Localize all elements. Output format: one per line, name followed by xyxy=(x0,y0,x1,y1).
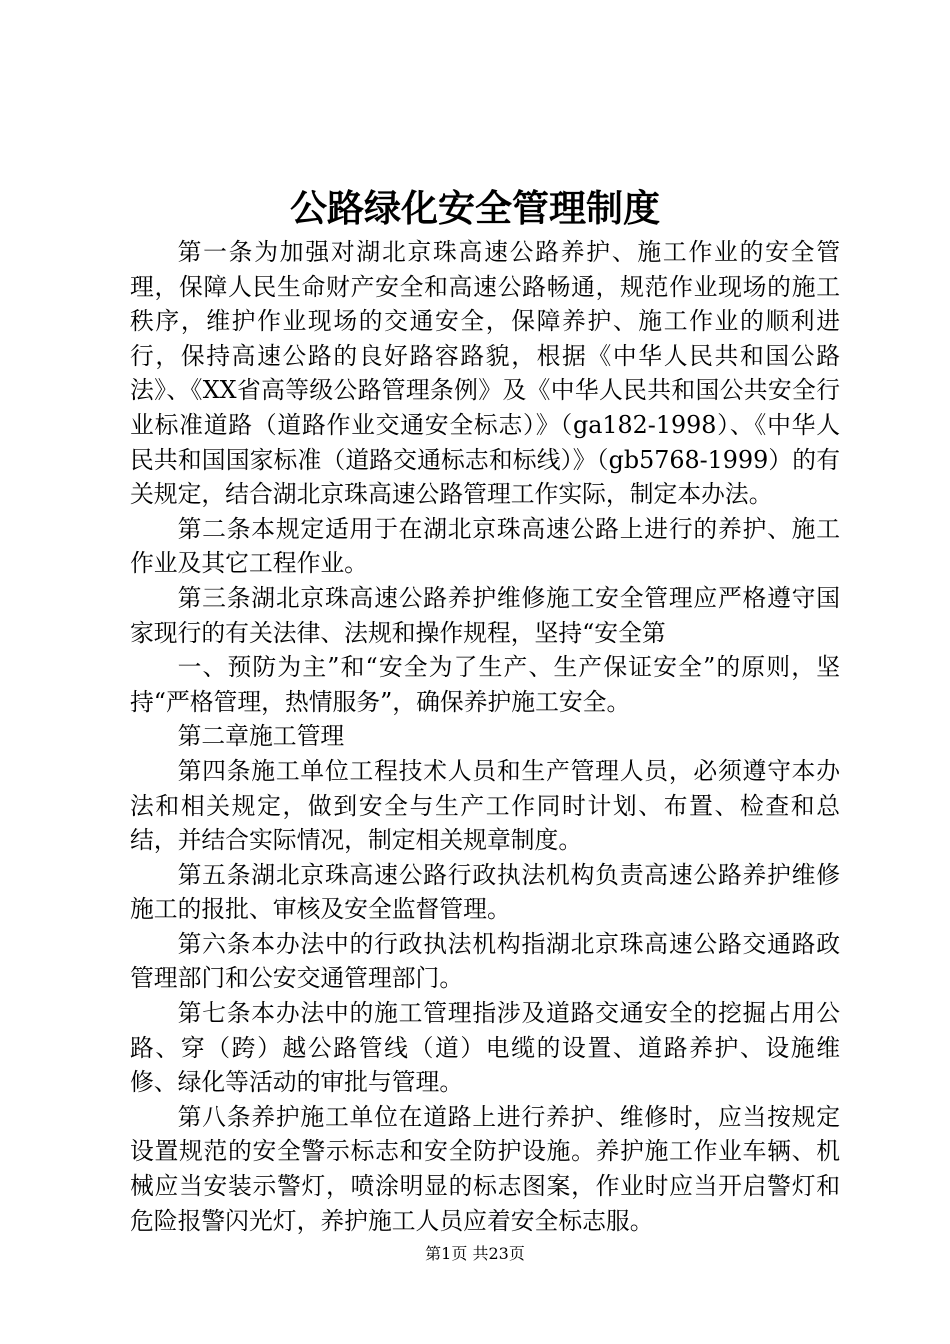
paragraph: 第二条本规定适用于在湖北京珠高速公路上进行的养护、施工作业及其它工程作业。 xyxy=(130,514,840,578)
page-number: 第1页 xyxy=(425,1244,468,1263)
document-body xyxy=(130,235,840,1238)
page-total: 共23页 xyxy=(472,1244,525,1263)
paragraph: 第五条湖北京珠高速公路行政执法机构负责高速公路养护维修施工的报批、审核及安全监督管理。 xyxy=(130,860,840,924)
paragraph: 一、预防为主”和“安全为了生产、生产保证安全”的原则，坚持“严格管理，热情服务”，确保养护施工安全。 xyxy=(130,653,840,716)
page-footer xyxy=(0,1243,950,1265)
document-title: 公路绿化安全管理制度 xyxy=(290,186,660,230)
paragraph: 第七条本办法中的施工管理指涉及道路交通安全的挖掘占用公路、穿（跨）越公路管线（道）电缆的设置、道路养护、设施维修、绿化等活动的审批与管理。 xyxy=(130,999,840,1097)
paragraph: 第八条养护施工单位在道路上进行养护、维修时，应当按规定设置规范的安全警示标志和安全防护设施。养护施工作业车辆、机械应当安装示警灯，喷涂明显的标志图案，作业时应当开启警灯和危险报警闪光灯，养护施工人员应着安全标志服。 xyxy=(130,1102,840,1235)
paragraph: 第一条为加强对湖北京珠高速公路养护、施工作业的安全管理，保障人民生命财产安全和高速公路畅通，规范作业现场的施工秩序，维护作业现场的交通安全，保障养护、施工作业的顺利进行，保持高速公路的良好路容路貌，根据《中华人民共和国公路法》、《XX省高等级公路管理条例》及《中华人民共和国公共安全行业标准道路（道路作业交通安全标志）》（ga182-1998）、《中华人民共和国国家标准（道路交通标志和标线）》（gb5768-1999）的有关规定，结合湖北京珠高速公路管理工作实际，制定本办法。 xyxy=(130,238,840,509)
paragraph: 第四条施工单位工程技术人员和生产管理人员，必须遵守本办法和相关规定，做到安全与生产工作同时计划、布置、检查和总结，并结合实际情况，制定相关规章制度。 xyxy=(130,756,840,855)
chapter-heading: 第二章施工管理 xyxy=(177,722,345,751)
paragraph: 第三条湖北京珠高速公路养护维修施工安全管理应严格遵守国家现行的有关法律、法规和操作规程，坚持“安全第 xyxy=(130,583,840,647)
paragraph: 第六条本办法中的行政执法机构指湖北京珠高速公路交通路政管理部门和公安交通管理部门。 xyxy=(130,929,840,993)
